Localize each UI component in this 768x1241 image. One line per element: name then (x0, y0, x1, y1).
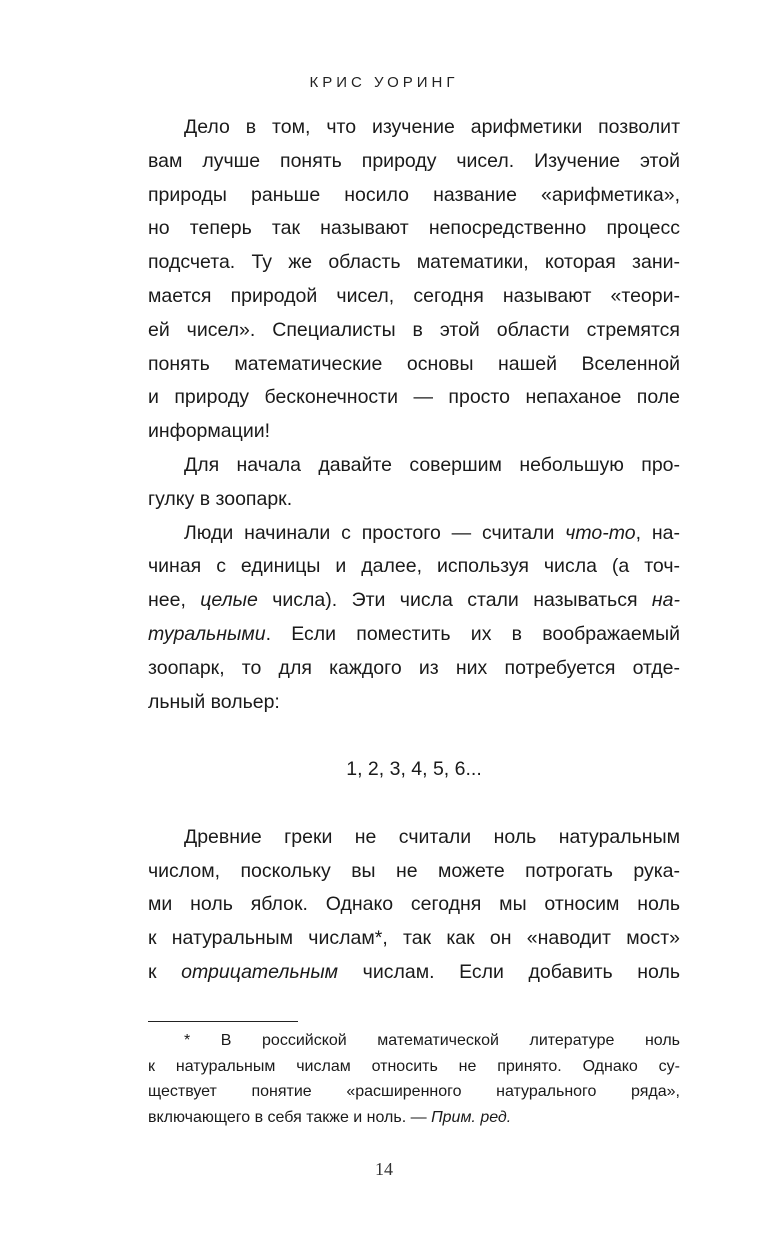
text-line: туральными. Если поместить их в воображаемый (148, 622, 680, 645)
italic-term: целые (200, 589, 258, 612)
text-line: вам лучше понять природу чисел. Изучение этой (148, 149, 680, 172)
paragraph-4 (148, 821, 680, 990)
italic-term: на- (651, 589, 680, 612)
footnote-line: включающего в себя также и ноль. — Прим. ред. (148, 1108, 512, 1126)
paragraph-2 (148, 449, 680, 517)
text-line: зоопарк, то для каждого из них потребуется отде- (148, 656, 680, 679)
text-line: ей чисел». Специалисты в этой области стремятся (148, 318, 680, 341)
spacer (148, 787, 680, 821)
text-line: числом, поскольку вы не можете потрогать рука- (148, 859, 680, 882)
text-line: ми ноль яблок. Однако сегодня мы относим ноль (148, 893, 680, 916)
main-text (148, 111, 680, 990)
text-line: нее, целые числа). Эти числа стали называться на- (148, 589, 680, 612)
editor-note: Прим. ред. (431, 1108, 512, 1126)
text-line: подсчета. Ту же область математики, которая зани- (148, 251, 680, 274)
italic-term: что-то (565, 521, 636, 544)
text-line: Для начала давайте совершим небольшую про- (184, 453, 680, 476)
footnote-line: к натуральным числам относить не принято. Однако су- (148, 1057, 680, 1075)
text-line: и природу бесконечности — просто непаханое поле (148, 386, 680, 409)
text-line: Люди начинали с простого — считали что-то, на- (184, 521, 680, 544)
paragraph-3 (148, 517, 680, 720)
text-line: Древние греки не считали ноль натуральным (184, 825, 680, 848)
text-line: информации! (148, 420, 271, 443)
text-line: к отрицательным числам. Если добавить ноль (148, 960, 680, 983)
page-number: 14 (375, 1159, 393, 1179)
italic-term: отрицательным (181, 960, 339, 983)
paragraph-1 (148, 111, 680, 449)
footnote (148, 1028, 680, 1130)
text-line: понять математические основы нашей Вселенной (148, 352, 680, 375)
text-line: чиная с единицы и далее, используя числа (а точ- (148, 555, 680, 578)
footnote-line: ществует понятие «расширенного натурального ряда», (148, 1083, 680, 1100)
text-line: гулку в зоопарк. (148, 487, 293, 510)
text-line: мается природой чисел, сегодня называют «теори- (148, 284, 680, 307)
footnote-line: * В российской математической литературе ноль (184, 1032, 680, 1049)
text-line: природы раньше носило название «арифметика», (148, 183, 680, 206)
text-line: но теперь так называют непосредственно процесс (148, 217, 680, 240)
footnote-divider (148, 1021, 298, 1022)
text-line: льный вольер: (148, 690, 280, 713)
text-line: к натуральным числам*, так как он «наводит мост» (148, 927, 680, 950)
italic-term: туральными (148, 622, 266, 645)
spacer (148, 719, 680, 753)
running-header-author: КРИС УОРИНГ (309, 74, 459, 91)
number-sequence: 1, 2, 3, 4, 5, 6... (346, 758, 482, 781)
text-line: Дело в том, что изучение арифметики позволит (184, 116, 680, 138)
